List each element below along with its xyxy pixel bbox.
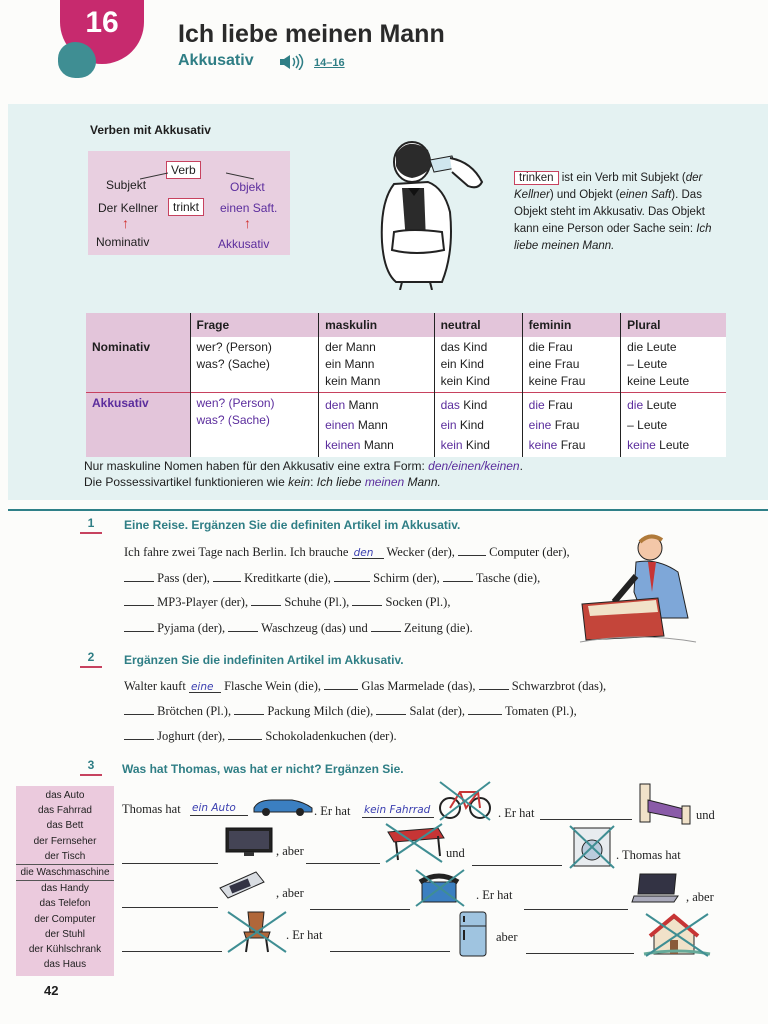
ex3-text: Thomas hat xyxy=(122,802,181,816)
ex1-line-4: Pyjama (der), Waschzeug (das) und Zeitung (die). xyxy=(124,620,473,636)
ex2-blank-input[interactable] xyxy=(324,678,358,690)
table-header-cell: maskulin xyxy=(319,313,434,337)
ex2-blank-input[interactable] xyxy=(124,703,154,715)
explain-text: ist ein Verb mit Subjekt ( xyxy=(558,172,686,184)
ex3-blank-input[interactable] xyxy=(310,898,410,910)
tv-icon xyxy=(224,826,274,858)
table-cell: die Leute – Leute keine Leute xyxy=(621,337,726,393)
ex3-text: , aber xyxy=(686,890,714,904)
diagram-verb-label: Verb xyxy=(166,161,201,179)
grammar-heading: Verben mit Akkusativ xyxy=(90,123,211,137)
chapter-number: 16 xyxy=(85,6,119,39)
word-item: das Handy xyxy=(16,880,114,896)
exercise-1-title: Eine Reise. Ergänzen Sie die definiten Artikel im Akkusativ. xyxy=(124,518,461,532)
word-item: das Auto xyxy=(45,790,85,801)
ex1-blank-input[interactable] xyxy=(371,620,401,632)
fridge-icon xyxy=(456,910,490,958)
word-item: der Fernseher xyxy=(33,835,97,847)
ex3-text: aber xyxy=(496,930,518,944)
ex3-text: . Er hat xyxy=(314,804,351,818)
ex3-answer-input[interactable]: kein Fahrrad xyxy=(362,804,434,818)
page-number: 42 xyxy=(44,983,59,998)
grammar-note: Nur maskuline Nomen haben für den Akkusativ eine extra Form: den/einen/keinen. Die Possessivartikel funktionieren wie kein: Ich liebe meinen Mann. xyxy=(84,459,523,489)
exercise-2-title: Ergänzen Sie die indefiniten Artikel im Akkusativ. xyxy=(124,653,404,667)
grammar-explanation xyxy=(514,170,728,255)
table-cell: die Leute – Leute keine Leute xyxy=(621,393,726,458)
waiter-illustration xyxy=(372,132,502,290)
ex1-blank-input[interactable] xyxy=(228,620,258,632)
ex2-blank-input[interactable] xyxy=(234,703,264,715)
table-header-cell: feminin xyxy=(522,313,620,337)
word-item: der Stuhl xyxy=(44,928,86,940)
explain-text: ). Das Objekt steht im Akkusativ. Das Objekt kann eine Person oder Sache sein: xyxy=(514,189,705,235)
ex3-blank-input[interactable] xyxy=(306,852,380,864)
word-item: die Waschmaschine xyxy=(16,864,114,880)
exercise-3-number: 3 xyxy=(80,758,102,776)
table-header-cell: neutral xyxy=(434,313,522,337)
ex1-blank-input[interactable] xyxy=(213,570,241,582)
ex3-blank-input[interactable] xyxy=(330,940,450,952)
ex3-blank-input[interactable] xyxy=(122,896,218,908)
ex2-answer-input[interactable]: eine xyxy=(189,681,221,693)
washing-machine-icon xyxy=(568,824,616,870)
table-row xyxy=(86,337,726,393)
page-subtitle: Akkusativ xyxy=(178,52,254,69)
explain-object: einen Saft xyxy=(619,189,672,201)
ex3-text: . Er hat xyxy=(498,806,535,820)
ex1-blank-input[interactable] xyxy=(124,570,154,582)
ex1-blank-input[interactable] xyxy=(352,594,382,606)
ex3-text: und xyxy=(696,808,715,822)
table-row xyxy=(86,393,726,458)
speaker-icon[interactable] xyxy=(280,54,310,73)
telephone-icon xyxy=(414,868,466,908)
bicycle-icon xyxy=(438,778,492,822)
ex2-blank-input[interactable] xyxy=(376,703,406,715)
diagram-object-label: Objekt xyxy=(230,180,265,194)
ex3-blank-input[interactable] xyxy=(122,852,218,864)
ex1-blank-input[interactable] xyxy=(124,620,154,632)
diagram-subject-example: Der Kellner xyxy=(98,201,159,215)
word-item: der Computer xyxy=(34,913,96,925)
car-icon xyxy=(252,794,314,816)
audio-track-link[interactable]: 14–16 xyxy=(314,57,345,69)
ex1-line-1: Ich fahre zwei Tage nach Berlin. Ich brauche den Wecker (der), Computer (der), xyxy=(124,545,570,559)
diagram-verb-example: trinkt xyxy=(168,198,204,216)
declension-table xyxy=(86,313,726,457)
bed-icon xyxy=(638,780,692,826)
ex1-blank-input[interactable] xyxy=(443,570,473,582)
table-header-cell: Plural xyxy=(621,313,726,337)
exercise-3-title: Was hat Thomas, was hat er nicht? Ergänzen Sie. xyxy=(122,762,404,776)
ex3-text: , aber xyxy=(276,886,304,900)
explain-example: Ich liebe meinen Mann. xyxy=(514,223,712,252)
table-cell: den Mann einen Mann keinen Mann xyxy=(319,393,434,458)
ex2-line-1: Walter kauft eine Flasche Wein (die), Glas Marmelade (das), Schwarzbrot (das), xyxy=(124,679,607,693)
table-header-cell xyxy=(86,313,190,337)
ex1-line-3: MP3-Player (der), Schuhe (Pl.), Socken (Pl.), xyxy=(124,594,450,610)
table-header-row xyxy=(86,313,726,337)
table-icon xyxy=(384,822,446,864)
ex3-blank-input[interactable] xyxy=(524,898,628,910)
table-cell: das Kind ein Kind kein Kind xyxy=(434,393,522,458)
ex1-blank-input[interactable] xyxy=(251,594,281,606)
row-label: Nominativ xyxy=(86,337,190,393)
decorative-blob xyxy=(58,42,96,78)
ex2-blank-input[interactable] xyxy=(479,678,509,690)
word-item: der Kühlschrank xyxy=(28,944,102,956)
row-label: Akkusativ xyxy=(86,393,190,458)
explain-subject: der Kellner xyxy=(514,172,703,201)
ex2-line-3: Joghurt (der), Schokoladenkuchen (der). xyxy=(124,728,397,744)
table-cell: der Mann ein Mann kein Mann xyxy=(319,337,434,393)
explain-text: ) und Objekt ( xyxy=(549,189,620,201)
mobile-phone-icon xyxy=(216,868,268,900)
ex1-blank-input[interactable] xyxy=(334,570,370,582)
ex3-text: . Er hat xyxy=(476,888,513,902)
exercise-2-number: 2 xyxy=(80,650,102,668)
exercise-1-number: 1 xyxy=(80,516,102,534)
sentence-diagram xyxy=(88,151,290,255)
word-item: das Bett xyxy=(46,820,84,832)
table-cell: wen? (Person) was? (Sache) xyxy=(190,393,319,458)
ex2-blank-input[interactable] xyxy=(124,728,154,740)
word-list xyxy=(16,786,114,976)
ex1-line-2: Pass (der), Kreditkarte (die), Schirm (der), Tasche (die), xyxy=(124,570,540,586)
ex3-text: , aber xyxy=(276,844,304,858)
ex3-blank-input[interactable] xyxy=(472,854,562,866)
diagram-akk-label: Akkusativ xyxy=(218,237,270,251)
ex2-line-2: Brötchen (Pl.), Packung Milch (die), Salat (der), Tomaten (Pl.), xyxy=(124,703,577,719)
word-item: das Fahrrad xyxy=(38,805,92,817)
house-icon xyxy=(642,910,712,960)
table-cell: die Frau eine Frau keine Frau xyxy=(522,393,620,458)
chair-icon xyxy=(226,908,288,954)
ex3-blank-input[interactable] xyxy=(526,942,634,954)
diagram-nom-label: Nominativ xyxy=(96,235,150,249)
ex3-text: und xyxy=(446,846,465,860)
ex2-blank-input[interactable] xyxy=(468,703,502,715)
page-title: Ich liebe meinen Mann xyxy=(178,20,445,48)
ex3-answer-input[interactable]: ein Auto xyxy=(190,802,248,816)
word-item: das Telefon xyxy=(39,898,91,910)
table-header-cell: Frage xyxy=(190,313,319,337)
ex3-text: . Er hat xyxy=(286,928,323,942)
ex2-blank-input[interactable] xyxy=(228,728,262,740)
explain-verb: trinken xyxy=(514,171,559,185)
diagram-subject-label: Subjekt xyxy=(106,178,147,192)
table-cell: das Kind ein Kind kein Kind xyxy=(434,337,522,393)
ex1-blank-input[interactable] xyxy=(124,594,154,606)
ex1-blank-input[interactable] xyxy=(458,544,486,556)
diagram-object-example: einen Saft. xyxy=(220,201,278,215)
word-item: der Tisch xyxy=(44,850,86,862)
arrow-up-icon: ↑ xyxy=(122,215,129,231)
arrow-up-icon: ↑ xyxy=(244,215,251,231)
ex3-blank-input[interactable] xyxy=(540,808,632,820)
table-cell: die Frau eine Frau keine Frau xyxy=(522,337,620,393)
section-divider xyxy=(8,509,768,511)
packing-man-illustration xyxy=(578,532,698,650)
word-item: das Haus xyxy=(43,959,87,971)
ex3-blank-input[interactable] xyxy=(122,940,222,952)
table-cell: wer? (Person) was? (Sache) xyxy=(190,337,319,393)
laptop-icon xyxy=(630,870,682,906)
ex1-answer-input[interactable]: den xyxy=(352,547,384,559)
ex3-text: . Thomas hat xyxy=(616,848,681,862)
